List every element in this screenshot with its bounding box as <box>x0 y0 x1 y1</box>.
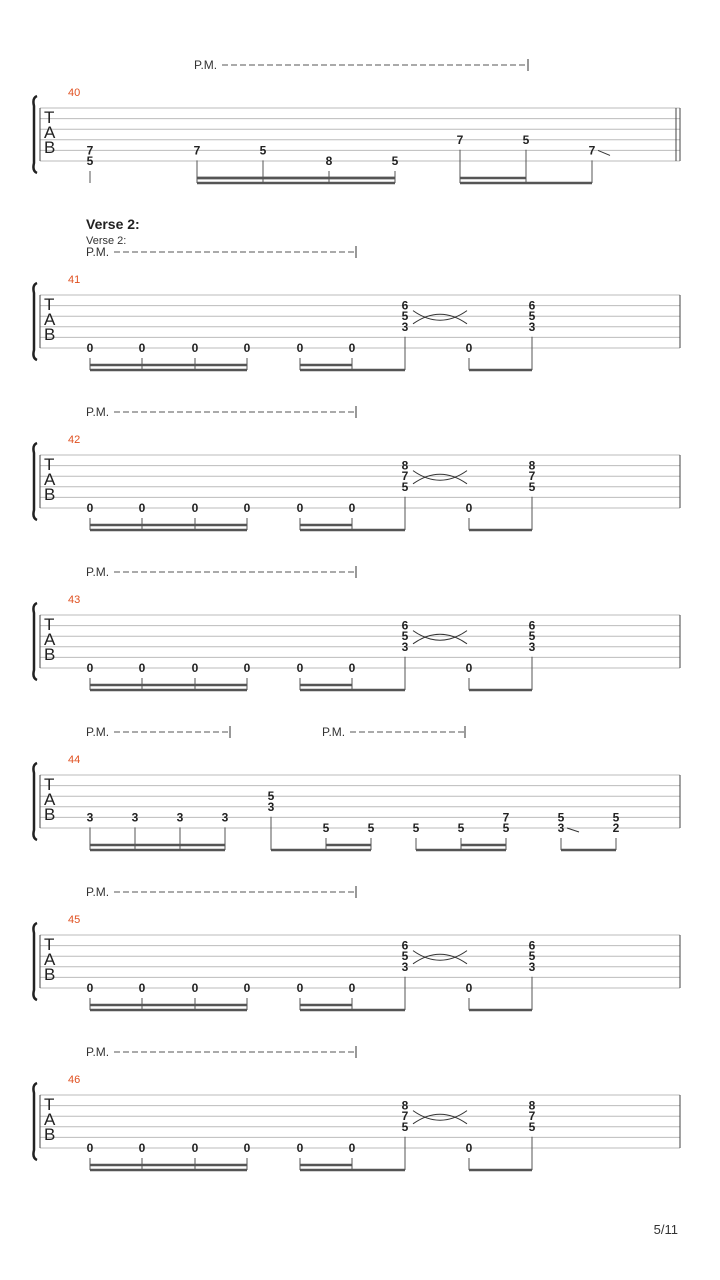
fret-number: 0 <box>243 501 251 515</box>
fret-number: 5 <box>401 949 409 964</box>
page-number: 5/11 <box>653 1222 678 1237</box>
fret-number: 5 <box>401 629 409 644</box>
palm-mute-label: P.M. <box>86 245 110 259</box>
tab-clef-letter: T <box>44 295 55 314</box>
system-40 <box>33 58 680 183</box>
fret-number: 5 <box>401 1119 409 1134</box>
fret-number: 0 <box>348 981 356 995</box>
fret-number: 8 <box>401 458 409 473</box>
fret-number: 0 <box>348 501 356 515</box>
fret-number: 5 <box>502 821 510 835</box>
fret-number: 0 <box>138 981 146 995</box>
fret-number: 8 <box>325 154 333 168</box>
fret-number: 5 <box>391 154 399 168</box>
system-bracket <box>33 923 37 1000</box>
palm-mute-label: P.M. <box>86 885 110 899</box>
fret-number: 0 <box>465 1141 473 1155</box>
measure-number: 45 <box>68 914 81 926</box>
fret-number: 7 <box>401 1109 409 1124</box>
slide-mark <box>567 828 579 832</box>
fret-number: 7 <box>193 143 201 158</box>
fret-number: 5 <box>367 821 375 835</box>
tab-clef-letter: A <box>44 310 56 329</box>
tab-clef-letter: A <box>44 123 56 142</box>
fret-number: 0 <box>348 1141 356 1155</box>
tab-clef-letter: A <box>44 470 56 489</box>
fret-number: 5 <box>457 821 465 835</box>
measure-number: 42 <box>68 434 81 446</box>
fret-number: 0 <box>86 501 94 515</box>
system-43 <box>33 565 680 690</box>
palm-mute-label: P.M. <box>86 1045 110 1059</box>
fret-number: 3 <box>131 810 139 825</box>
fret-number: 5 <box>528 1119 536 1134</box>
fret-number: 5 <box>86 154 94 168</box>
fret-number: 5 <box>522 132 530 147</box>
measure-number: 44 <box>68 754 81 766</box>
system-42 <box>33 405 680 530</box>
system-bracket <box>33 283 37 360</box>
fret-number: 0 <box>243 1141 251 1155</box>
fret-number: 0 <box>465 981 473 995</box>
fret-number: 5 <box>259 143 267 158</box>
fret-number: 5 <box>528 949 536 964</box>
tab-clef-letter: B <box>44 138 56 157</box>
system-bracket <box>33 1083 37 1160</box>
slide-mark <box>598 150 610 155</box>
fret-number: 7 <box>86 143 94 158</box>
fret-number: 0 <box>86 981 94 995</box>
tab-clef-letter: T <box>44 775 55 794</box>
system-45 <box>33 885 680 1010</box>
measure-number: 41 <box>68 274 81 286</box>
fret-number: 3 <box>557 821 565 835</box>
tab-clef-letter: A <box>44 1110 56 1129</box>
fret-number: 0 <box>465 661 473 675</box>
fret-number: 0 <box>191 661 199 675</box>
tab-clef-letter: B <box>44 1125 56 1144</box>
fret-number: 8 <box>401 1098 409 1113</box>
fret-number: 5 <box>557 810 565 825</box>
fret-number: 5 <box>528 629 536 644</box>
fret-number: 5 <box>412 821 420 835</box>
fret-number: 0 <box>86 1141 94 1155</box>
fret-number: 0 <box>243 661 251 675</box>
fret-number: 3 <box>221 810 229 825</box>
tab-clef-letter: B <box>44 645 56 664</box>
fret-number: 6 <box>401 938 409 953</box>
fret-number: 0 <box>465 501 473 515</box>
fret-number: 7 <box>528 1109 536 1124</box>
fret-number: 0 <box>465 341 473 355</box>
system-46 <box>33 1045 680 1170</box>
fret-number: 0 <box>86 661 94 675</box>
section-subheading: Verse 2: <box>86 235 127 247</box>
fret-number: 6 <box>401 618 409 633</box>
fret-number: 6 <box>528 618 536 633</box>
system-bracket <box>33 96 37 173</box>
fret-number: 3 <box>401 639 409 654</box>
tab-clef-letter: B <box>44 805 56 824</box>
fret-number: 8 <box>528 1098 536 1113</box>
fret-number: 0 <box>191 1141 199 1155</box>
tab-clef-letter: T <box>44 935 55 954</box>
fret-number: 0 <box>138 661 146 675</box>
fret-number: 0 <box>296 1141 304 1155</box>
fret-number: 3 <box>401 959 409 974</box>
tab-clef-letter: A <box>44 950 56 969</box>
fret-number: 5 <box>612 810 620 825</box>
fret-number: 7 <box>502 810 510 825</box>
fret-number: 0 <box>86 341 94 355</box>
tab-clef-letter: T <box>44 1095 55 1114</box>
fret-number: 0 <box>191 981 199 995</box>
system-bracket <box>33 603 37 680</box>
fret-number: 5 <box>401 309 409 324</box>
fret-number: 7 <box>456 132 464 147</box>
fret-number: 0 <box>191 501 199 515</box>
fret-number: 3 <box>528 959 536 974</box>
fret-number: 0 <box>296 501 304 515</box>
fret-number: 5 <box>528 309 536 324</box>
tab-clef-letter: T <box>44 108 55 127</box>
palm-mute-label: P.M. <box>194 58 218 72</box>
tab-clef-letter: B <box>44 965 56 984</box>
measure-number: 46 <box>68 1074 81 1086</box>
fret-number: 0 <box>243 341 251 355</box>
system-bracket <box>33 763 37 840</box>
fret-number: 6 <box>528 298 536 313</box>
section-heading: Verse 2: <box>86 216 140 232</box>
fret-number: 3 <box>267 799 275 814</box>
system-44 <box>33 725 680 850</box>
fret-number: 0 <box>138 501 146 515</box>
fret-number: 6 <box>528 938 536 953</box>
tab-clef-letter: B <box>44 325 56 344</box>
fret-number: 0 <box>296 661 304 675</box>
system-41 <box>33 245 680 370</box>
fret-number: 3 <box>401 319 409 334</box>
palm-mute-label: P.M. <box>86 405 110 419</box>
tab-clef-letter: A <box>44 630 56 649</box>
palm-mute-label: P.M. <box>86 565 110 579</box>
fret-number: 5 <box>322 821 330 835</box>
fret-number: 3 <box>86 810 94 825</box>
fret-number: 2 <box>612 821 620 835</box>
measure-number: 40 <box>68 87 81 99</box>
fret-number: 3 <box>176 810 184 825</box>
fret-number: 0 <box>296 981 304 995</box>
fret-number: 0 <box>348 661 356 675</box>
tab-clef-letter: T <box>44 615 55 634</box>
fret-number: 0 <box>138 1141 146 1155</box>
tab-clef-letter: T <box>44 455 55 474</box>
tab-clef-letter: B <box>44 485 56 504</box>
fret-number: 7 <box>528 469 536 484</box>
fret-number: 8 <box>528 458 536 473</box>
fret-number: 7 <box>401 469 409 484</box>
fret-number: 0 <box>296 341 304 355</box>
fret-number: 0 <box>348 341 356 355</box>
fret-number: 3 <box>528 639 536 654</box>
system-bracket <box>33 443 37 520</box>
fret-number: 5 <box>401 479 409 494</box>
fret-number: 0 <box>191 341 199 355</box>
fret-number: 7 <box>588 143 596 158</box>
palm-mute-label: P.M. <box>86 725 110 739</box>
fret-number: 3 <box>528 319 536 334</box>
fret-number: 0 <box>138 341 146 355</box>
fret-number: 6 <box>401 298 409 313</box>
fret-number: 0 <box>243 981 251 995</box>
palm-mute-label: P.M. <box>322 725 346 739</box>
fret-number: 5 <box>267 789 275 804</box>
tab-clef-letter: A <box>44 790 56 809</box>
fret-number: 5 <box>528 479 536 494</box>
measure-number: 43 <box>68 594 81 606</box>
